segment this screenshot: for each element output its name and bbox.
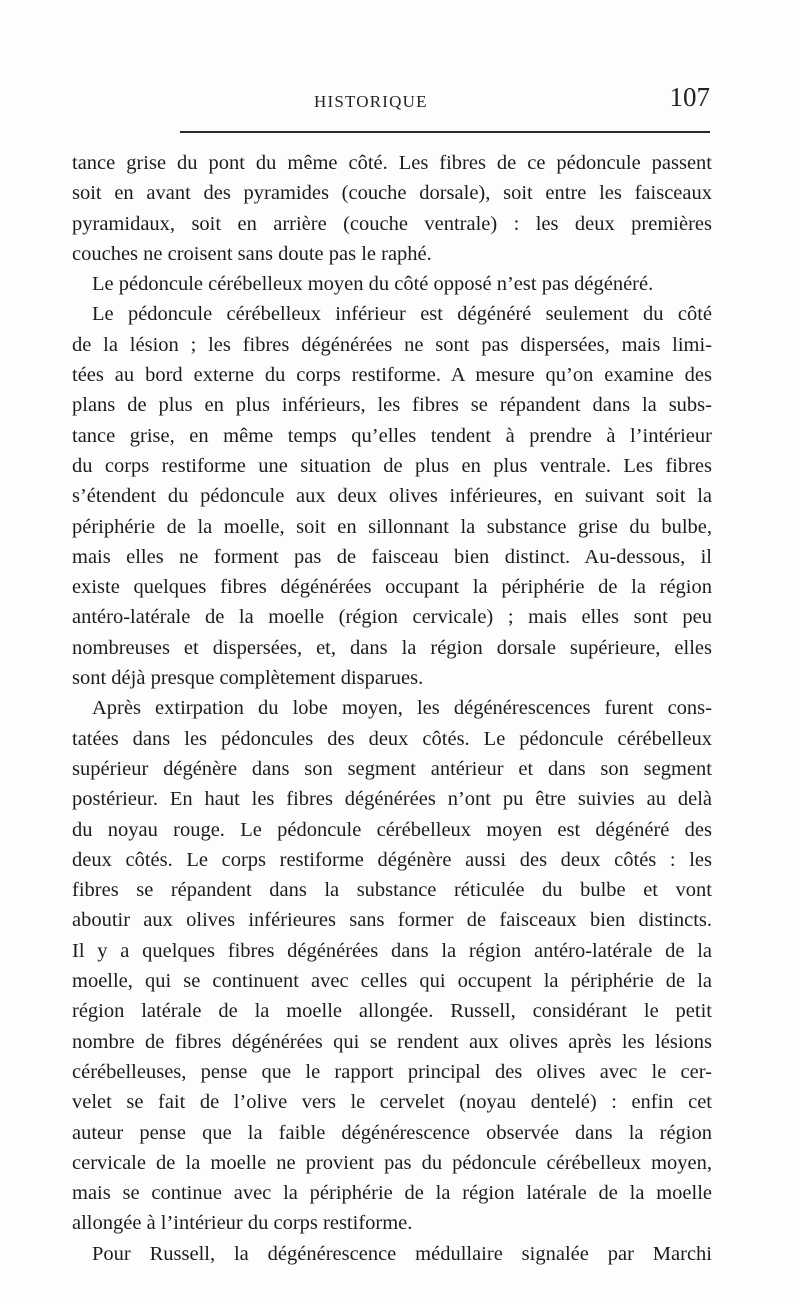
text-line: cervicale de la moelle ne provient pas du pédoncule cérébelleux moyen, (72, 1151, 712, 1174)
page-number: 107 (669, 82, 710, 112)
text-line: sont déjà presque complètement disparues. (72, 667, 424, 690)
text-line: tance grise, en même temps qu’elles tendent à prendre à l’intérieur (72, 424, 712, 447)
text-line: nombreuses et dispersées, et, dans la région dorsale supérieure, elles (72, 636, 712, 659)
text-line: tance grise du pont du même côté. Les fibres de ce pédoncule passent (72, 152, 712, 174)
text-line: du noyau rouge. Le pédoncule cérébelleux moyen est dégénéré des (72, 818, 712, 841)
text-line: de la lésion ; les fibres dégénérées ne sont pas dispersées, mais limi- (72, 333, 712, 356)
text-line: pyramidaux, soit en arrière (couche ventrale) : les deux premières (72, 212, 712, 235)
text-line: tatées dans les pédoncules des deux côtés. Le pédoncule cérébelleux (72, 727, 712, 750)
text-line: région latérale de la moelle allongée. Russell, considérant le petit (72, 1000, 712, 1023)
text-line: Il y a quelques fibres dégénérées dans la région antéro-latérale de la (72, 939, 712, 962)
text-line: Pour Russell, la dégénérescence médullaire signalée par Marchi (92, 1242, 712, 1265)
text-line: allongée à l’intérieur du corps restiforme. (72, 1212, 413, 1235)
text-line: Le pédoncule cérébelleux inférieur est dégénéré seulement du côté (92, 303, 712, 326)
text-line: postérieur. En haut les fibres dégénérées n’ont pu être suivies au delà (72, 788, 712, 811)
running-title: HISTORIQUE (314, 92, 428, 111)
text-line: tées au bord externe du corps restiforme. A mesure qu’on examine des (72, 364, 712, 387)
text-line: du corps restiforme une situation de plus en plus ventrale. Les fibres (72, 454, 712, 477)
text-line: velet se fait de l’olive vers le cervelet (noyau dentelé) : enfin cet (72, 1091, 712, 1114)
text-line: périphérie de la moelle, soit en sillonnant la substance grise du bulbe, (72, 515, 712, 538)
text-line: fibres se répandent dans la substance réticulée du bulbe et vont (72, 879, 712, 902)
body-text (72, 148, 712, 1269)
text-line: nombre de fibres dégénérées qui se rendent aux olives après les lésions (72, 1030, 712, 1053)
text-line: plans de plus en plus inférieurs, les fibres se répandent dans la subs- (72, 394, 712, 417)
text-line: aboutir aux olives inférieures sans former de faisceaux bien distincts. (72, 909, 712, 932)
text-line: Le pédoncule cérébelleux moyen du côté opposé n’est pas dégénéré. (92, 273, 654, 296)
text-line: soit en avant des pyramides (couche dorsale), soit entre les faisceaux (72, 182, 712, 205)
text-line: existe quelques fibres dégénérées occupant la périphérie de la région (72, 576, 712, 599)
text-line: auteur pense que la faible dégénérescence observée dans la région (72, 1121, 712, 1144)
text-line: s’étendent du pédoncule aux deux olives inférieures, en suivant soit la (72, 485, 712, 508)
text-line: couches ne croisent sans doute pas le raphé. (72, 242, 432, 265)
text-line: antéro-latérale de la moelle (région cervicale) ; mais elles sont peu (72, 606, 712, 629)
text-line: mais elles ne forment pas de faisceau bien distinct. Au-dessous, il (72, 545, 712, 568)
running-head (180, 82, 710, 118)
text-line: supérieur dégénère dans son segment antérieur et dans son segment (72, 757, 712, 780)
text-line: mais se continue avec la périphérie de la région latérale de la moelle (72, 1182, 712, 1205)
header-rule (180, 131, 710, 133)
text-line: deux côtés. Le corps restiforme dégénère aussi des deux côtés : les (72, 848, 712, 871)
text-line: moelle, qui se continuent avec celles qui occupent la périphérie de la (72, 970, 712, 993)
text-line: cérébelleuses, pense que le rapport principal des olives avec le cer- (72, 1060, 712, 1083)
text-line: Après extirpation du lobe moyen, les dégénérescences furent cons- (92, 697, 712, 720)
